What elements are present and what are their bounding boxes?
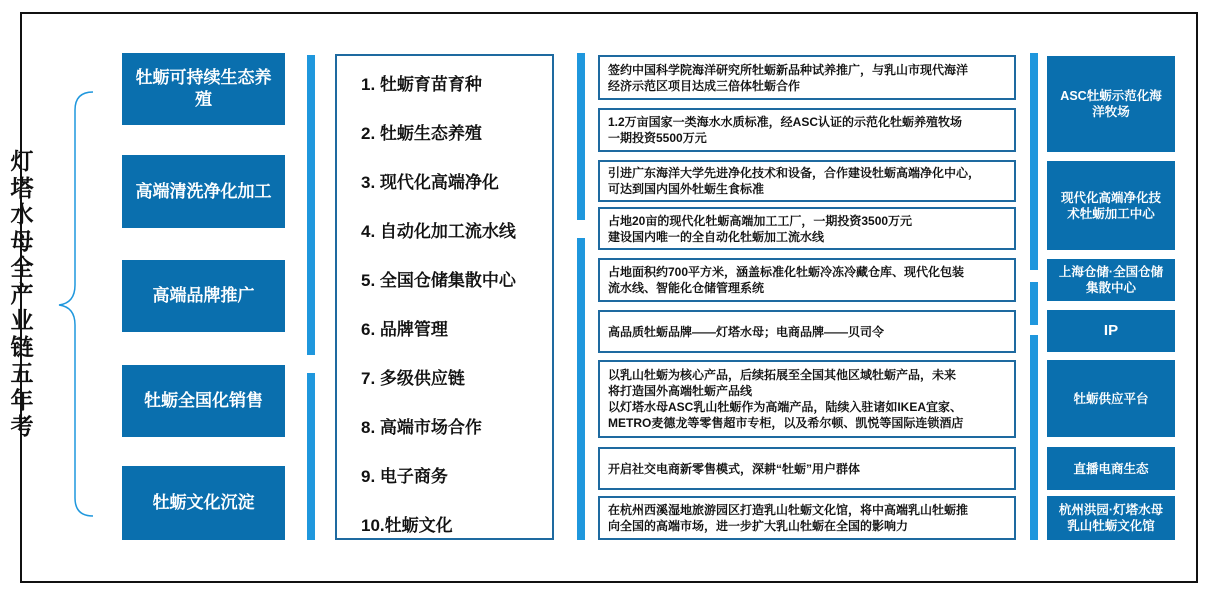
- step-item: 3. 现代化高端净化: [361, 173, 499, 192]
- description-line: 可达到国内国外牡蛎生食标准: [608, 182, 765, 196]
- description-line: 占地面积约700平方米，涵盖标准化牡蛎冷冻冷藏仓库、现代化包装: [608, 265, 965, 279]
- category-box: 高端品牌推广: [122, 260, 285, 332]
- description-line: 以乳山牡蛎为核心产品，后续拓展至全国其他区域牡蛎产品，未来: [608, 368, 957, 382]
- step-item: 8. 高端市场合作: [361, 418, 482, 437]
- description-line: 高品质牡蛎品牌——灯塔水母；电商品牌——贝司令: [608, 324, 885, 339]
- step-item: 9. 电子商务: [361, 467, 448, 486]
- step-item: 4. 自动化加工流水线: [361, 222, 516, 241]
- brace-icon: [55, 90, 100, 520]
- connector-bar: [577, 238, 585, 540]
- description-line: METRO麦德龙等零售超市专柜，以及希尔顿、凯悦等国际连锁酒店: [608, 416, 964, 430]
- step-item: 5. 全国仓储集散中心: [361, 271, 516, 290]
- result-box: 牡蛎供应平台: [1047, 360, 1175, 437]
- result-box: 现代化高端净化技术牡蛎加工中心: [1047, 161, 1175, 250]
- connector-bar: [307, 373, 315, 540]
- description-box: [598, 108, 1016, 152]
- step-item: 6. 品牌管理: [361, 320, 448, 339]
- result-box: ASC牡蛎示范化海洋牧场: [1047, 56, 1175, 152]
- category-box: 牡蛎文化沉淀: [122, 466, 285, 540]
- description-line: 开启社交电商新零售模式，深耕“牡蛎”用户群体: [608, 461, 861, 476]
- description-line: 流水线、智能化仓储管理系统: [608, 281, 765, 295]
- description-line: 在杭州西溪湿地旅游园区打造乳山牡蛎文化馆，将中高端乳山牡蛎推: [608, 503, 969, 517]
- description-line: 建设国内唯一的全自动化牡蛎加工流水线: [608, 229, 825, 244]
- description-line: 将打造国外高端牡蛎产品线: [608, 384, 753, 398]
- connector-bar: [307, 55, 315, 355]
- step-item: 1. 牡蛎育苗育种: [361, 75, 482, 94]
- step-item: 10.牡蛎文化: [361, 516, 453, 535]
- description-line: 签约中国科学院海洋研究所牡蛎新品种试养推广，与乳山市现代海洋: [608, 62, 969, 77]
- category-box: 牡蛎全国化销售: [122, 365, 285, 437]
- description-box: [598, 258, 1016, 302]
- connector-bar: [577, 53, 585, 220]
- connector-bar: [1030, 282, 1038, 325]
- step-item: 7. 多级供应链: [361, 369, 465, 388]
- description-line: 以灯塔水母ASC乳山牡蛎作为高端产品，陆续入驻诸如IKEA宜家、: [608, 400, 963, 414]
- description-box: [598, 496, 1016, 540]
- description-line: 向全国的高端市场，进一步扩大乳山牡蛎在全国的影响力: [608, 519, 909, 533]
- description-box: [598, 207, 1016, 250]
- description-line: 经济示范区项目达成三倍体牡蛎合作: [608, 78, 801, 93]
- result-box: 直播电商生态: [1047, 447, 1175, 490]
- description-line: 1.2万亩国家一类海水水质标准，经ASC认证的示范化牡蛎养殖牧场: [608, 115, 963, 129]
- description-box: [598, 310, 1016, 353]
- step-item: 2. 牡蛎生态养殖: [361, 124, 482, 143]
- description-line: 占地20亩的现代化牡蛎高端加工工厂，一期投资3500万元: [608, 213, 913, 228]
- connector-bar: [1030, 335, 1038, 540]
- result-box: 杭州洪园·灯塔水母乳山牡蛎文化馆: [1047, 496, 1175, 540]
- result-box: IP: [1047, 310, 1175, 352]
- description-box: [598, 55, 1016, 100]
- description-box: [598, 447, 1016, 490]
- diagram-title: 灯塔水母全产业链五年考: [10, 148, 34, 439]
- description-line: 一期投资5500万元: [608, 131, 707, 145]
- connector-bar: [1030, 53, 1038, 270]
- result-box: 上海仓储·全国仓储集散中心: [1047, 259, 1175, 301]
- category-box: 高端清洗净化加工: [122, 155, 285, 228]
- description-line: 引进广东海洋大学先进净化技术和设备，合作建设牡蛎高端净化中心，: [608, 166, 981, 180]
- description-box: [598, 360, 1016, 438]
- steps-list: [335, 54, 554, 540]
- description-box: [598, 160, 1016, 202]
- category-box: 牡蛎可持续生态养殖: [122, 53, 285, 125]
